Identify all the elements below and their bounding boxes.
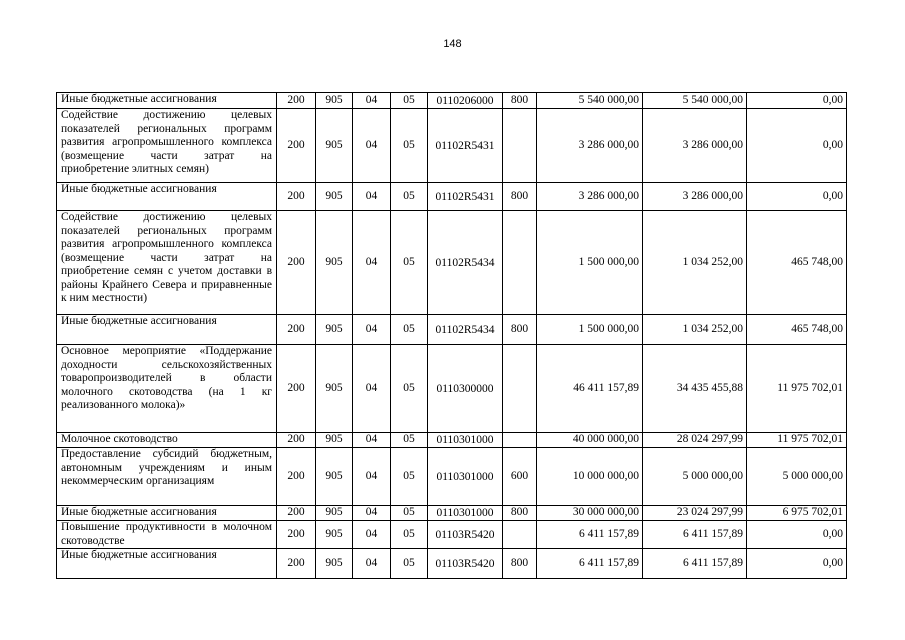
table-row — [57, 448, 847, 506]
cell-amount-2: 23 024 297,99 — [643, 506, 747, 521]
row-name: Иные бюджетные ассигнования — [57, 315, 277, 345]
cell-amount-3: 0,00 — [747, 549, 847, 579]
cell-amount-1: 3 286 000,00 — [537, 183, 643, 211]
cell-amount-1: 3 286 000,00 — [537, 109, 643, 183]
row-name: Молочное скотоводство — [57, 433, 277, 448]
cell-amount-1: 1 500 000,00 — [537, 315, 643, 345]
cell-c2: 905 — [316, 506, 353, 521]
cell-amount-2: 34 435 455,88 — [643, 345, 747, 433]
cell-c4: 05 — [391, 506, 428, 521]
cell-target-code: 01102R5434 — [428, 211, 503, 315]
cell-c2: 905 — [316, 345, 353, 433]
cell-c4: 05 — [391, 93, 428, 109]
cell-amount-2: 6 411 157,89 — [643, 521, 747, 549]
row-name: Повышение продуктивности в молочном скотоводстве — [57, 521, 277, 549]
cell-expense-type — [503, 211, 537, 315]
table-row — [57, 315, 847, 345]
cell-target-code: 01103R5420 — [428, 521, 503, 549]
cell-c1: 200 — [277, 183, 316, 211]
cell-target-code: 01102R5431 — [428, 183, 503, 211]
cell-c4: 05 — [391, 433, 428, 448]
cell-c3: 04 — [353, 433, 391, 448]
cell-c1: 200 — [277, 433, 316, 448]
table-row — [57, 93, 847, 109]
cell-c4: 05 — [391, 109, 428, 183]
cell-target-code: 01103R5420 — [428, 549, 503, 579]
cell-target-code: 01102R5434 — [428, 315, 503, 345]
cell-expense-type: 800 — [503, 506, 537, 521]
cell-amount-1: 6 411 157,89 — [537, 521, 643, 549]
cell-c1: 200 — [277, 109, 316, 183]
cell-c2: 905 — [316, 549, 353, 579]
cell-c4: 05 — [391, 549, 428, 579]
row-name: Иные бюджетные ассигнования — [57, 183, 277, 211]
cell-c1: 200 — [277, 211, 316, 315]
cell-c3: 04 — [353, 183, 391, 211]
cell-amount-3: 6 975 702,01 — [747, 506, 847, 521]
cell-c2: 905 — [316, 521, 353, 549]
cell-c3: 04 — [353, 506, 391, 521]
page-number: 148 — [443, 38, 462, 50]
cell-c2: 905 — [316, 183, 353, 211]
cell-c3: 04 — [353, 521, 391, 549]
cell-amount-2: 6 411 157,89 — [643, 549, 747, 579]
cell-target-code: 0110301000 — [428, 506, 503, 521]
cell-expense-type: 800 — [503, 315, 537, 345]
row-name: Содействие достижению целевых показателей региональных программ развития агропромышленного комплекса (возмещение части затрат на приобретение элитных семян) — [57, 109, 277, 183]
budget-table — [56, 92, 847, 579]
table-row — [57, 183, 847, 211]
cell-c4: 05 — [391, 211, 428, 315]
table-row — [57, 521, 847, 549]
cell-expense-type — [503, 109, 537, 183]
cell-amount-1: 5 540 000,00 — [537, 93, 643, 109]
cell-amount-1: 6 411 157,89 — [537, 549, 643, 579]
cell-c1: 200 — [277, 549, 316, 579]
cell-target-code: 0110301000 — [428, 433, 503, 448]
table-row — [57, 211, 847, 315]
table-row — [57, 109, 847, 183]
cell-amount-2: 3 286 000,00 — [643, 109, 747, 183]
cell-c1: 200 — [277, 506, 316, 521]
cell-amount-2: 5 000 000,00 — [643, 448, 747, 506]
cell-amount-3: 5 000 000,00 — [747, 448, 847, 506]
row-name: Содействие достижению целевых показателей региональных программ развития агропромышленного комплекса (возмещение части затрат на приобретение семян с учетом доставки в районы Крайнего Севера и приравненные к ним местности) — [57, 211, 277, 315]
table-row — [57, 345, 847, 433]
cell-target-code: 01102R5431 — [428, 109, 503, 183]
cell-c1: 200 — [277, 345, 316, 433]
cell-c4: 05 — [391, 183, 428, 211]
cell-c2: 905 — [316, 448, 353, 506]
cell-c1: 200 — [277, 315, 316, 345]
cell-c4: 05 — [391, 315, 428, 345]
row-name: Иные бюджетные ассигнования — [57, 549, 277, 579]
cell-c3: 04 — [353, 93, 391, 109]
cell-c4: 05 — [391, 345, 428, 433]
cell-c2: 905 — [316, 211, 353, 315]
cell-c2: 905 — [316, 109, 353, 183]
cell-c2: 905 — [316, 315, 353, 345]
table-row — [57, 506, 847, 521]
cell-amount-1: 46 411 157,89 — [537, 345, 643, 433]
cell-target-code: 0110206000 — [428, 93, 503, 109]
cell-amount-3: 465 748,00 — [747, 211, 847, 315]
cell-amount-1: 30 000 000,00 — [537, 506, 643, 521]
cell-amount-1: 1 500 000,00 — [537, 211, 643, 315]
cell-c3: 04 — [353, 448, 391, 506]
cell-c3: 04 — [353, 315, 391, 345]
cell-amount-2: 1 034 252,00 — [643, 211, 747, 315]
table-row — [57, 549, 847, 579]
row-name: Иные бюджетные ассигнования — [57, 506, 277, 521]
cell-c3: 04 — [353, 211, 391, 315]
cell-expense-type — [503, 345, 537, 433]
row-name: Иные бюджетные ассигнования — [57, 93, 277, 109]
row-name: Предоставление субсидий бюджетным, автономным учреждениям и иным некоммерческим организациям — [57, 448, 277, 506]
cell-c2: 905 — [316, 93, 353, 109]
cell-expense-type: 800 — [503, 549, 537, 579]
cell-c3: 04 — [353, 549, 391, 579]
row-name: Основное мероприятие «Поддержание доходности сельскохозяйственных товаропроизводителей в области молочного скотоводства (на 1 кг реализованного молока)» — [57, 345, 277, 433]
cell-target-code: 0110300000 — [428, 345, 503, 433]
cell-c4: 05 — [391, 448, 428, 506]
cell-amount-3: 0,00 — [747, 109, 847, 183]
cell-amount-2: 1 034 252,00 — [643, 315, 747, 345]
cell-amount-3: 0,00 — [747, 521, 847, 549]
cell-expense-type — [503, 433, 537, 448]
cell-amount-2: 3 286 000,00 — [643, 183, 747, 211]
cell-expense-type: 600 — [503, 448, 537, 506]
cell-c1: 200 — [277, 448, 316, 506]
cell-expense-type: 800 — [503, 93, 537, 109]
cell-c3: 04 — [353, 345, 391, 433]
cell-amount-3: 0,00 — [747, 183, 847, 211]
cell-c2: 905 — [316, 433, 353, 448]
cell-amount-3: 0,00 — [747, 93, 847, 109]
cell-target-code: 0110301000 — [428, 448, 503, 506]
cell-expense-type: 800 — [503, 183, 537, 211]
cell-amount-2: 5 540 000,00 — [643, 93, 747, 109]
cell-amount-3: 11 975 702,01 — [747, 433, 847, 448]
table-row — [57, 433, 847, 448]
cell-amount-3: 11 975 702,01 — [747, 345, 847, 433]
cell-c1: 200 — [277, 521, 316, 549]
cell-c3: 04 — [353, 109, 391, 183]
cell-c4: 05 — [391, 521, 428, 549]
cell-expense-type — [503, 521, 537, 549]
cell-amount-3: 465 748,00 — [747, 315, 847, 345]
cell-amount-1: 10 000 000,00 — [537, 448, 643, 506]
cell-amount-1: 40 000 000,00 — [537, 433, 643, 448]
cell-c1: 200 — [277, 93, 316, 109]
cell-amount-2: 28 024 297,99 — [643, 433, 747, 448]
